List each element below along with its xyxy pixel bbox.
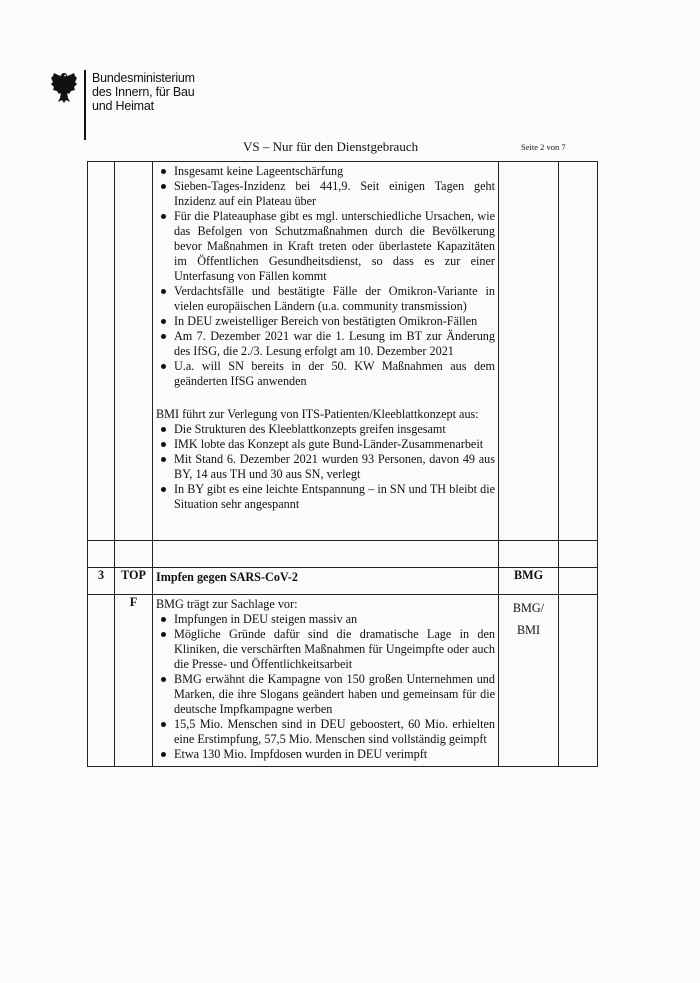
table-cell [115,541,153,568]
situation-bullet-list [156,164,495,389]
ministry-logo [50,68,250,148]
bmg-intro: BMG trägt zur Sachlage vor: [156,597,298,611]
list-item: Mit Stand 6. Dezember 2021 wurden 93 Personen, davon 49 aus BY, 14 aus TH und 30 aus SN, verlegt [174,452,495,481]
table-cell [499,162,559,541]
top-number: 3 [88,568,115,595]
list-item: Für die Plateauphase gibt es mgl. unterschiedliche Ursachen, wie das Befolgen von Schutzmaßnahmen durch die Bevölkerung bevor Maßnahmen in Kraft treten oder überlastete Kapazitäten im Öffentlichen Gesundheitsdienst, so dass es zur einer Unterfasung von Fällen kommt [174,209,495,283]
row-responsible [499,595,559,767]
list-item: In BY gibt es eine leichte Entspannung – in SN und TH bleibt die Situation sehr angespannt [174,482,495,511]
federal-eagle-icon [50,70,78,104]
top-responsible: BMG [499,568,559,595]
row-responsible-line: BMG/ [512,601,545,615]
table-row [88,541,598,568]
table-row [88,595,598,767]
list-item: In DEU zweistelliger Bereich von bestätigten Omikron-Fällen [174,314,495,329]
ministry-name-line: und Heimat [92,99,154,113]
ministry-name [92,71,195,113]
classification-label: VS – Nur für den Dienstgebrauch [243,139,419,154]
table-cell [88,162,115,541]
list-item: Die Strukturen des Kleeblattkonzepts greifen insgesamt [174,422,495,437]
list-item: 15,5 Mio. Menschen sind in DEU geboostert, 60 Mio. erhielten eine Erstimpfung, 57,5 Mio. Menschen sind vollständig geimpft [174,717,495,746]
list-item: Insgesamt keine Lageentschärfung [174,164,495,179]
table-cell [115,162,153,541]
ministry-name-line: Bundesministerium [92,71,195,85]
list-item: IMK lobte das Konzept als gute Bund-Länder-Zusammenarbeit [174,437,495,452]
table-cell [559,568,598,595]
table-cell [499,541,559,568]
row-responsible-line: BMI [516,623,541,637]
table-cell [88,541,115,568]
protocol-table [87,161,598,767]
list-item: U.a. will SN bereits in der 50. KW Maßnahmen aus dem geänderten IfSG anwenden [174,359,495,388]
content-cell [153,595,499,767]
table-cell [153,541,499,568]
page-number: Seite 2 von 7 [521,142,566,152]
row-marker: F [115,595,153,767]
bmi-bullet-list [156,422,495,512]
list-item: Sieben-Tages-Inzidenz bei 441,9. Seit einigen Tagen geht Inzidenz auf ein Plateau über [174,179,495,208]
top-type: TOP [115,568,153,595]
bmi-intro: BMI führt zur Verlegung von ITS-Patienten/Kleeblattkonzept aus: [156,407,479,421]
table-row [88,162,598,541]
table-cell [559,162,598,541]
vaccination-bullet-list [156,612,495,762]
list-item: Verdachtsfälle und bestätigte Fälle der Omikron-Variante in vielen europäischen Ländern (u.a. community transmission) [174,284,495,313]
list-item: Etwa 130 Mio. Impfdosen wurden in DEU verimpft [174,747,495,762]
table-cell [559,541,598,568]
list-item: Mögliche Gründe dafür sind die dramatische Lage in den Kliniken, die verschärften Maßnahmen für Ungeimpfte oder auch die Presse- und Öffentlichkeitsarbeit [174,627,495,671]
list-item: Am 7. Dezember 2021 war die 1. Lesung im BT zur Änderung des IfSG, die 2./3. Lesung erfolgt am 10. Dezember 2021 [174,329,495,358]
top-title: Impfen gegen SARS-CoV-2 [153,568,499,595]
table-cell [88,595,115,767]
table-row [88,568,598,595]
table-cell [559,595,598,767]
ministry-name-line: des Innern, für Bau [92,85,195,99]
logo-divider [84,70,86,140]
list-item: BMG erwähnt die Kampagne von 150 großen Unternehmen und Marken, die ihre Slogans geändert haben und gemeinsam für die deutsche Impfkampagne werben [174,672,495,716]
content-cell [153,162,499,541]
list-item: Impfungen in DEU steigen massiv an [174,612,495,627]
